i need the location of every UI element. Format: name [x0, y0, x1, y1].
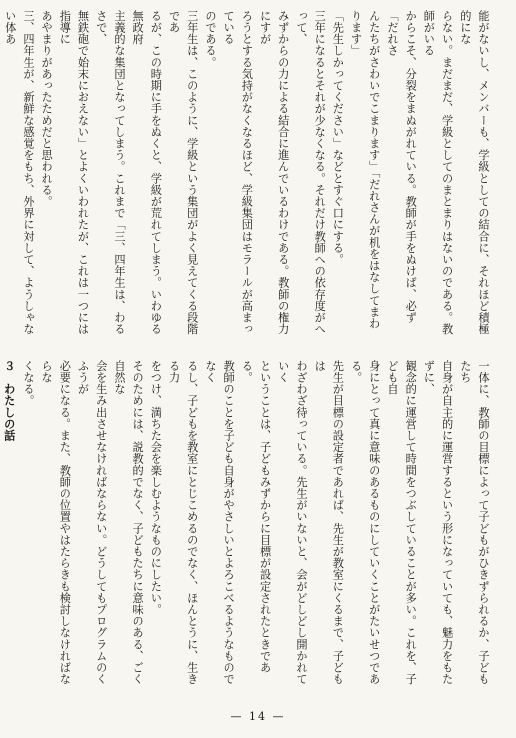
text-line: るが、この時期に手をぬくと、学級が荒れてしまう。いわゆる無政府 — [131, 10, 163, 335]
text-line: ということは、子どもみずからに目標が設定されたときである。 — [240, 360, 272, 674]
text-line: そのためには、説教的でなく、子どもたちに意味のある、ごく自然な — [112, 360, 145, 685]
text-line: 主義的な集団となってしまう。これまで「三、四年生は、わるさで、 — [94, 10, 126, 335]
text-line: 必要になる。また、教師の位置やはたらきも検討しなければならな — [40, 360, 72, 685]
text-line: をつけ、満ちた会を楽しむようなものにしたい。 — [149, 360, 163, 616]
text-line — [0, 10, 1, 340]
text-line: くなる。 — [21, 360, 35, 407]
text-line: 能がないし、メンバーも、学級としての結合に、それほど積極的にな — [458, 10, 490, 335]
top-text-block — [3, 10, 492, 340]
text-line: 三年になるとそれが少なくなる。それだけ教師への依存度がへって、 — [294, 10, 327, 335]
bottom-text-block — [2, 360, 492, 686]
text-line: 身にとって真に意味のあるものにしていくことがたいせつである。 — [349, 360, 381, 685]
text-line: ３ わたしの話 — [2, 360, 17, 442]
text-line: 「先生しかってください」などとすぐ口にする。 — [331, 10, 345, 266]
text-line: んたちがさわいでこまります」「だれさんが机をはなしてまわります」 — [349, 10, 381, 330]
top-columns — [3, 10, 492, 340]
bottom-columns — [2, 360, 492, 686]
text-line: ろうとする気持がなくなるほど、学級集団はモラールが高まっている — [222, 10, 254, 335]
text-line — [0, 360, 1, 686]
text-line: るし、子どもを教室にとじこめるのでなく、ほんとうに、生きる力 — [167, 360, 199, 685]
text-line: らない。まだまだ、学級としてのまとまりはないのである。教師がいる — [422, 10, 454, 335]
text-line: みずからの力による結合に進んでいるわけである。教師の権力にすが — [258, 10, 290, 335]
page-number: — 14 — — [230, 710, 286, 723]
text-line: 観念的に運営して時間をつぶしていることが多い。これを、子ども自 — [385, 360, 418, 685]
text-line: 無鉄砲で始末におえない」とよくいわれたが、これは一つには指導に — [58, 10, 90, 335]
text-line: 教師のことを子ども自身がやさしいとよろこべるようなものでなく — [203, 360, 236, 685]
text-line: 会を生み出させなければならない。どうしてもプログラムのくふうが — [76, 360, 108, 685]
text-line: のである。 — [203, 10, 217, 68]
text-line: 三年生は、このように、学級という集団がよく見えてくる段階であ — [167, 10, 199, 335]
text-line: 一体に、教師の目標によって子どもがひきずられるか、子どもたち — [458, 360, 490, 685]
text-line: 自身が自主的に運営するという形になっていても、魅力をもたずに、 — [422, 360, 454, 685]
text-line: 先生が目標の設定者であれば、先生が教室にくるまで、子どもは — [313, 360, 345, 685]
text-line: 三、四年生が、新鮮な感覚をもち、外界に対して、ようしゃない体あ — [3, 10, 35, 335]
text-line: わざわざ待っている。先生がいないと、会がどしどし開かれていく — [276, 360, 308, 685]
text-line: からこそ、分裂をまぬがれている。教師が手をぬけば、必ず「だれさ — [385, 10, 418, 324]
text-line: あやまりがあったためだと思われる。 — [40, 10, 54, 208]
